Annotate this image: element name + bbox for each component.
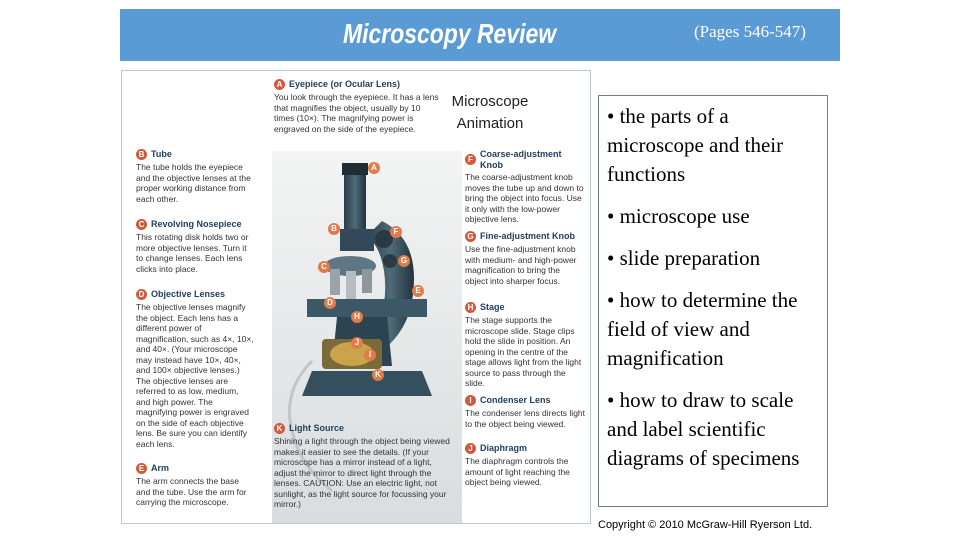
pin-k: K xyxy=(372,369,384,381)
review-topics-box xyxy=(598,95,828,507)
label-light-source: K Light Source Shining a light through the object being viewed makes it easier to see the details. (If your microscope has a mirror instead of a light, adjust the mirror to direct light through the lenses. CAUTION: Use an electric light, not sunlight, as the light source for focussing your mirror.) xyxy=(274,423,450,509)
page-reference: (Pages 546-547) xyxy=(694,22,806,41)
label-fine-adjustment-knob: G Fine-adjustment Knob Use the fine-adjustment knob with medium- and high-power magnification to bring the object into sharper focus. xyxy=(465,231,577,286)
pin-j: J xyxy=(351,337,363,349)
list-item: • the parts of a microscope and their functions xyxy=(607,104,784,186)
pin-c: C xyxy=(318,261,330,273)
microscope-diagram xyxy=(121,70,591,524)
pin-e: E xyxy=(412,285,424,297)
slide-title: Microscopy Review xyxy=(343,18,557,49)
label-arm: E Arm The arm connects the base and the tube. Use the arm for carrying the microscope. xyxy=(136,463,247,507)
pin-g: G xyxy=(398,255,410,267)
pin-i: I xyxy=(364,349,376,361)
copyright-notice: Copyright © 2010 McGraw-Hill Ryerson Ltd. xyxy=(598,519,813,531)
review-topics-list xyxy=(599,96,827,473)
list-item: • microscope use xyxy=(607,204,750,228)
pin-b: B xyxy=(328,223,340,235)
label-coarse-adjustment-knob: F Coarse-adjustment Knob The coarse-adjustment knob moves the tube up and down to bring the object into focus. Use it only with the low-power objective lens. xyxy=(465,149,584,224)
microscope-animation-link[interactable]: Microscope Animation xyxy=(440,91,540,135)
pin-d: D xyxy=(324,297,336,309)
microscope-base xyxy=(302,371,432,396)
pin-f: F xyxy=(390,226,402,238)
pin-h: H xyxy=(351,311,363,323)
label-stage: H Stage The stage supports the microscope slide. Stage clips hold the slide in position. An opening in the centre of the stage allows light from the light source to pass through the slide. xyxy=(465,302,582,388)
pin-a: A xyxy=(368,162,380,174)
label-tube: B Tube The tube holds the eyepiece and the objective lenses at the proper working distance from each other. xyxy=(136,149,251,204)
list-item: • slide preparation xyxy=(607,246,761,270)
label-eyepiece: A Eyepiece (or Ocular Lens) You look through the eyepiece. It has a lens that magnifies the object, usually by 10 times (10×). The magnifying power is engraved on the side of the eyepiece. xyxy=(274,79,439,134)
label-diaphragm: J Diaphragm The diaphragm controls the amount of light reaching the object being viewed. xyxy=(465,443,570,487)
label-condenser-lens: I Condenser Lens The condenser lens directs light to the object being viewed. xyxy=(465,395,586,429)
label-revolving-nosepiece: C Revolving Nosepiece This rotating disk holds two or more objective lenses. Turn it to change lenses. Each lens clicks into place. xyxy=(136,219,249,274)
list-item: • how to draw to scale and label scientific diagrams of specimens xyxy=(607,388,800,470)
microscope-tube xyxy=(344,171,366,231)
label-objective-lenses: D Objective Lenses The objective lenses magnify the object. Each lens has a different power of magnification, such as 4×, 10×, and 40×. (Your microscope may instead have 10×, 40×, and 100× objective lenses.) The objective lenses are referred to as low, medium, and high power. The magnifying power is engraved on the side of each objective lens. Be sure you can identify each lens. xyxy=(136,289,254,449)
list-item: • how to determine the field of view and magnification xyxy=(607,288,798,370)
